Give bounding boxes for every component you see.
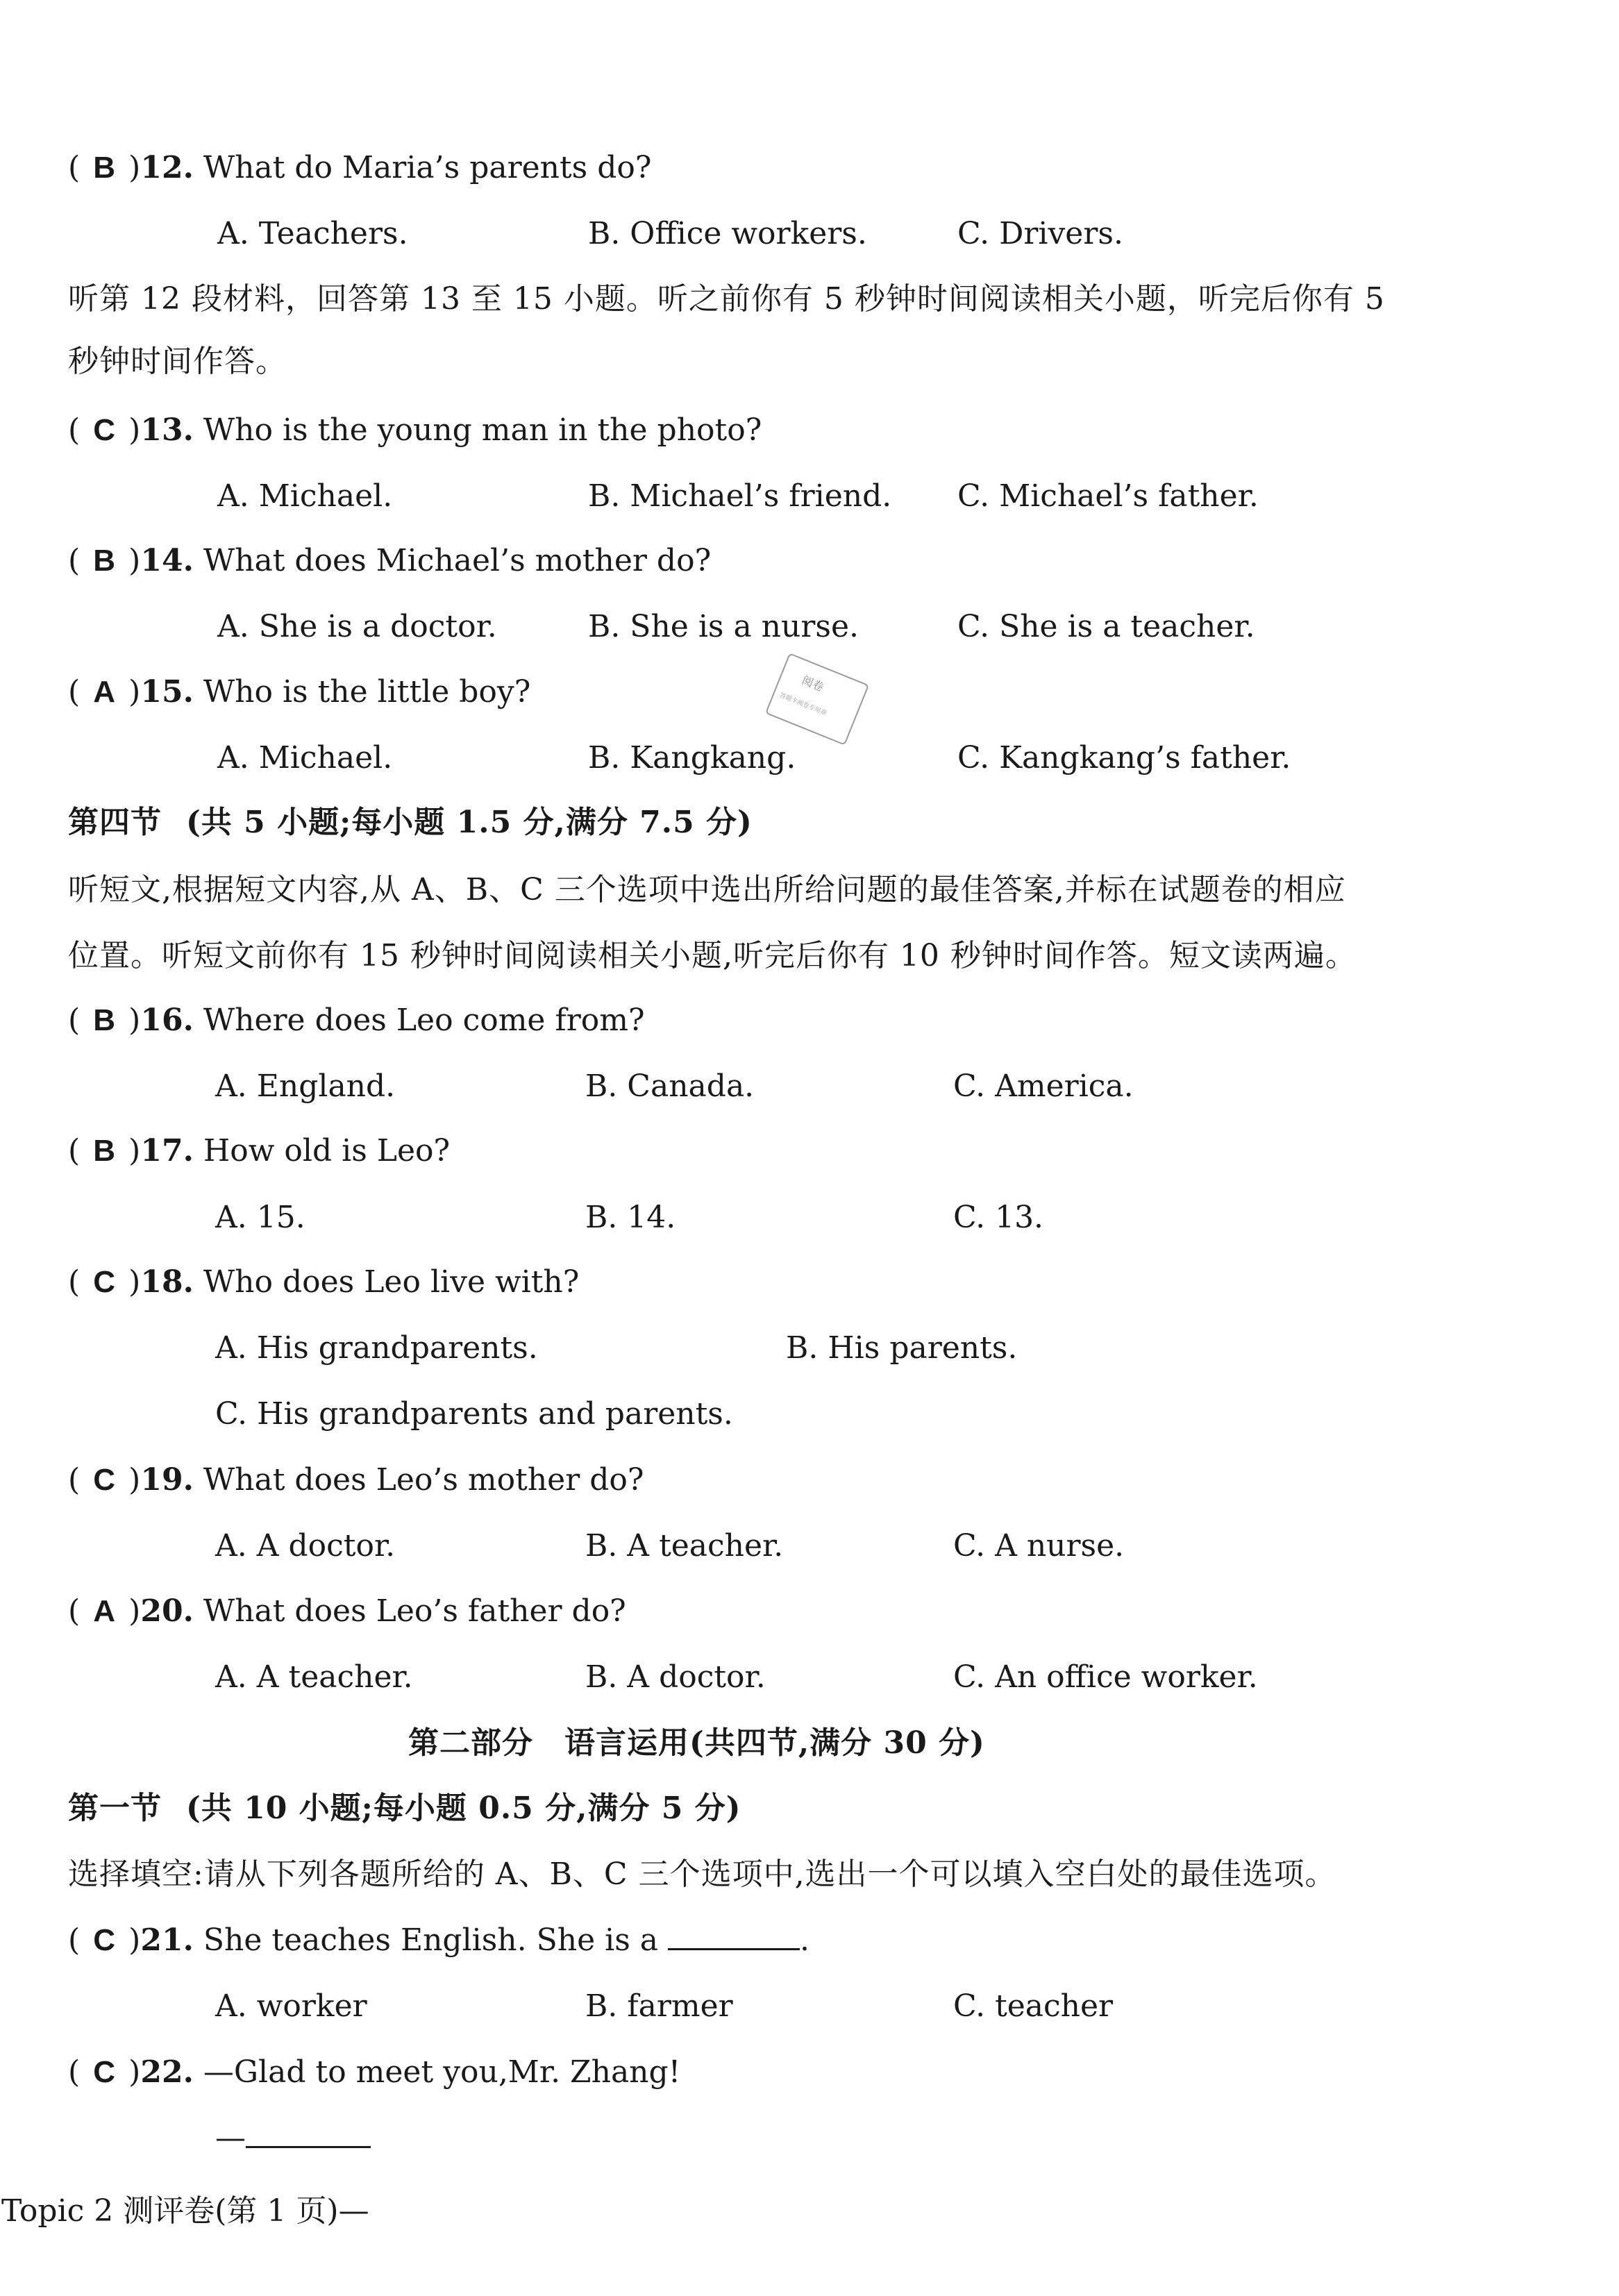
- question-text: What do Maria’s parents do?: [203, 150, 652, 185]
- question-text: What does Leo’s father do?: [203, 1593, 626, 1629]
- part-subtitle: 语言运用(共四节,满分 30 分): [564, 1725, 985, 1761]
- option-b: B. 14.: [585, 1200, 676, 1235]
- question-text: Where does Leo come from?: [203, 1003, 645, 1038]
- option-b: B. Office workers.: [588, 216, 867, 251]
- question-text: Who is the young man in the photo?: [203, 412, 762, 448]
- answer-mark: B: [93, 1003, 116, 1037]
- option-c: C. Kangkang’s father.: [957, 740, 1291, 776]
- stamp-text: 阅卷: [800, 673, 826, 694]
- option-c: C. She is a teacher.: [957, 609, 1255, 644]
- option-c: C. Drivers.: [957, 216, 1123, 251]
- question-number: 18.: [140, 1264, 194, 1300]
- option-a: A. Michael.: [217, 478, 393, 514]
- paren-open: (: [68, 2054, 81, 2090]
- part-title: 第二部分: [408, 1725, 533, 1761]
- option-a: A. Teachers.: [217, 216, 408, 251]
- reply-dash: —: [215, 2120, 246, 2156]
- page-footer: Topic 2 测评卷(第 1 页)—: [1, 2193, 369, 2229]
- option-c: C. An office worker.: [953, 1659, 1258, 1695]
- option-c: C. A nurse.: [953, 1528, 1125, 1564]
- paren-open: (: [68, 1264, 81, 1300]
- option-b: B. A doctor.: [585, 1659, 766, 1695]
- question-text: Who is the little boy?: [203, 674, 531, 710]
- option-b: B. A teacher.: [585, 1528, 784, 1564]
- paren-open: (: [68, 412, 81, 448]
- question-19: [68, 1459, 644, 1501]
- paren-open: (: [68, 1922, 81, 1958]
- question-13: [68, 410, 762, 451]
- question-14: [68, 540, 711, 582]
- part-heading: [408, 1723, 985, 1764]
- question-20: [68, 1591, 626, 1632]
- section-heading: [68, 1788, 741, 1829]
- option-c: C. 13.: [953, 1200, 1044, 1235]
- instruction-line: 听第 12 段材料，回答第 13 至 15 小题。听之前你有 5 秒钟时间阅读相关小题，听完后你有 5: [68, 281, 1385, 317]
- question-15: [68, 671, 530, 713]
- paren-close: ): [128, 1593, 141, 1629]
- reply-line: [215, 2118, 371, 2159]
- answer-mark: B: [93, 1134, 116, 1168]
- option-b: B. Michael’s friend.: [588, 478, 892, 514]
- instruction-line: 选择填空:请从下列各题所给的 A、B、C 三个选项中,选出一个可以填入空白处的最佳选项。: [68, 1857, 1336, 1892]
- answer-mark: B: [93, 544, 116, 578]
- question-number: 20.: [140, 1593, 194, 1629]
- paren-open: (: [68, 674, 81, 710]
- section-scoring: (共 5 小题;每小题 1.5 分,满分 7.5 分): [186, 805, 753, 840]
- question-text: What does Michael’s mother do?: [203, 543, 712, 578]
- option-a: A. She is a doctor.: [217, 609, 497, 644]
- answer-mark: C: [93, 1923, 116, 1957]
- instruction-line: 听短文,根据短文内容,从 A、B、C 三个选项中选出所给问题的最佳答案,并标在试题卷的相应: [68, 872, 1346, 907]
- question-number: 19.: [140, 1462, 194, 1498]
- paren-close: ): [128, 1462, 141, 1498]
- instruction-line: 秒钟时间作答。: [68, 344, 287, 379]
- paren-close: ): [128, 543, 141, 578]
- question-number: 12.: [140, 150, 194, 185]
- paren-open: (: [68, 1462, 81, 1498]
- section-scoring: (共 10 小题;每小题 0.5 分,满分 5 分): [186, 1791, 741, 1826]
- answer-mark: C: [93, 1463, 116, 1497]
- paren-close: ): [128, 150, 141, 185]
- grading-stamp: [765, 653, 869, 746]
- paren-open: (: [68, 150, 81, 185]
- option-c: C. teacher: [953, 1988, 1114, 2024]
- paren-open: (: [68, 543, 81, 578]
- answer-mark: C: [93, 1265, 116, 1299]
- section-title: 第四节: [68, 805, 162, 840]
- section-title: 第一节: [68, 1791, 162, 1826]
- instruction-line: 位置。听短文前你有 15 秒钟时间阅读相关小题,听完后你有 10 秒钟时间作答。短文读两遍。: [68, 938, 1357, 973]
- question-number: 21.: [140, 1922, 194, 1958]
- answer-mark: B: [93, 151, 116, 185]
- question-number: 14.: [140, 543, 194, 578]
- paren-open: (: [68, 1133, 81, 1168]
- question-number: 16.: [140, 1003, 194, 1038]
- question-number: 13.: [140, 412, 194, 448]
- question-number: 22.: [140, 2054, 194, 2090]
- question-text: Who does Leo live with?: [203, 1264, 580, 1300]
- paren-open: (: [68, 1593, 81, 1629]
- option-c: C. America.: [953, 1069, 1134, 1104]
- question-12: [68, 147, 652, 189]
- option-a: A. Michael.: [217, 740, 393, 776]
- question-text: How old is Leo?: [203, 1133, 451, 1168]
- question-text: She teaches English. She is a: [203, 1922, 658, 1958]
- answer-mark: A: [93, 1594, 116, 1628]
- question-text: What does Leo’s mother do?: [203, 1462, 644, 1498]
- question-17: [68, 1130, 450, 1172]
- answer-mark: C: [93, 2055, 116, 2089]
- answer-blank: [246, 2118, 371, 2148]
- stamp-subtext: 答题卡阅卷专用章: [778, 692, 828, 718]
- option-a: A. worker: [215, 1988, 367, 2024]
- question-21: [68, 1920, 810, 1961]
- question-18: [68, 1262, 579, 1303]
- paren-close: ): [128, 1922, 141, 1958]
- question-text-end: .: [800, 1922, 810, 1958]
- option-a: A. A teacher.: [215, 1659, 413, 1695]
- option-c: C. His grandparents and parents.: [215, 1396, 733, 1432]
- option-c: C. Michael’s father.: [957, 478, 1259, 514]
- question-22: [68, 2052, 680, 2093]
- paren-open: (: [68, 1003, 81, 1038]
- paren-close: ): [128, 1264, 141, 1300]
- question-text: —Glad to meet you,Mr. Zhang!: [203, 2054, 681, 2090]
- paren-close: ): [128, 1003, 141, 1038]
- answer-mark: C: [93, 413, 116, 447]
- question-number: 15.: [140, 674, 194, 710]
- option-a: A. England.: [215, 1069, 396, 1104]
- paren-close: ): [128, 1133, 141, 1168]
- section-heading: [68, 802, 753, 844]
- paren-close: ): [128, 674, 141, 710]
- option-b: B. farmer: [585, 1988, 733, 2024]
- option-a: A. 15.: [215, 1200, 305, 1235]
- answer-blank: [668, 1920, 800, 1950]
- option-a: A. His grandparents.: [215, 1330, 538, 1366]
- question-16: [68, 1000, 645, 1041]
- option-b: B. Canada.: [585, 1069, 755, 1104]
- option-a: A. A doctor.: [215, 1528, 396, 1564]
- answer-mark: A: [93, 675, 116, 709]
- option-b: B. Kangkang.: [588, 740, 796, 776]
- paren-close: ): [128, 412, 141, 448]
- option-b: B. She is a nurse.: [588, 609, 859, 644]
- question-number: 17.: [140, 1133, 194, 1168]
- paren-close: ): [128, 2054, 141, 2090]
- option-b: B. His parents.: [786, 1330, 1018, 1366]
